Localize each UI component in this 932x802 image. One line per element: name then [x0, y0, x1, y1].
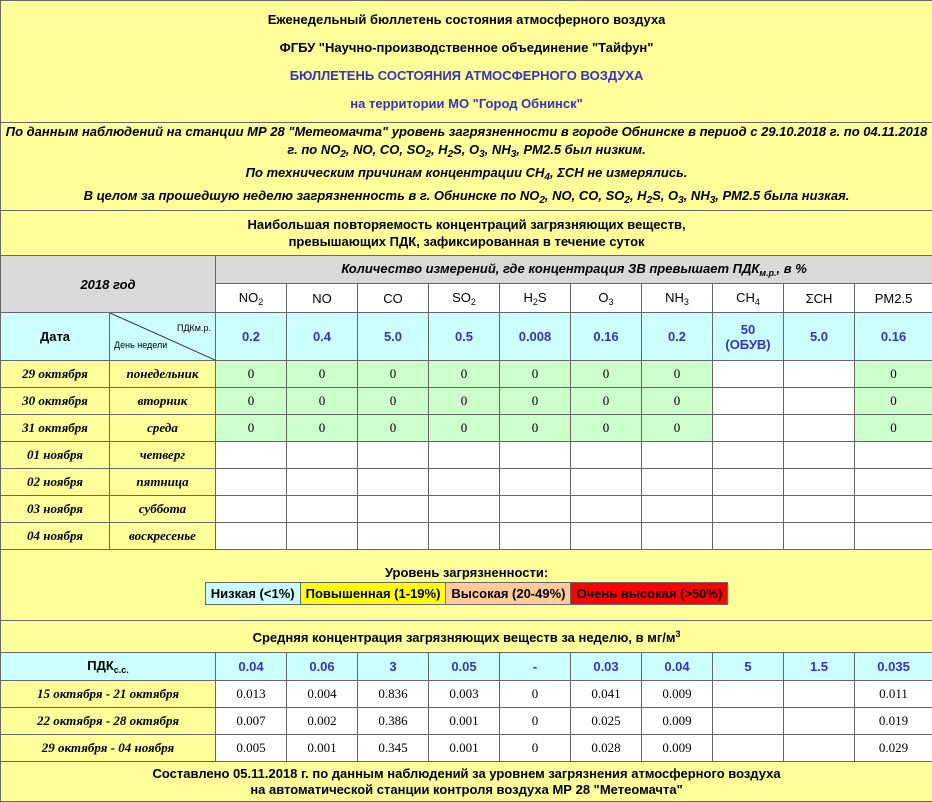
daily-value: [784, 442, 855, 469]
header-territory: на территории МО "Город Обнинск": [1, 90, 932, 118]
summary-text: [1, 123, 932, 211]
weekly-value: 0.029: [855, 735, 932, 762]
daily-value: [784, 415, 855, 442]
pdk-ss-value: 1.5: [784, 653, 855, 681]
daily-value: [500, 496, 571, 523]
pollutant-sub: 4: [755, 297, 760, 307]
weekly-value: 0.003: [429, 681, 500, 708]
pdk-value: 0.16: [571, 313, 642, 361]
daily-value: [358, 442, 429, 469]
pollutant-base: CO: [383, 291, 403, 306]
daily-value: 0: [216, 361, 287, 388]
weekly-section-title: Средняя концентрация загрязняющих веществ за неделю, в $мг/м^3$: [1, 621, 932, 653]
levels-title: Уровень загрязненности:: [1, 565, 932, 580]
diagonal-line: [110, 313, 215, 360]
daily-row: [1, 388, 932, 415]
daily-value: 0: [216, 415, 287, 442]
pollutant-base: NO: [239, 290, 259, 305]
daily-value: [642, 496, 713, 523]
daily-value: 0: [571, 388, 642, 415]
row-date: 29 октября: [1, 361, 110, 388]
pollutant-sub: 2: [533, 297, 538, 307]
weekly-value: 0.002: [287, 708, 358, 735]
daily-value: [287, 442, 358, 469]
weekly-value: 0.011: [855, 681, 932, 708]
footer-line-2: на автоматической станции контроля воздуха МР 28 "Метеомачта": [1, 782, 932, 798]
pollutant-base: SO: [452, 290, 471, 305]
pollutant-sub: 3: [609, 297, 614, 307]
row-weekday: вторник: [110, 388, 216, 415]
weekly-value: [713, 681, 784, 708]
weekly-value: 0.386: [358, 708, 429, 735]
daily-value: [429, 496, 500, 523]
daily-value: [500, 442, 571, 469]
weekly-value: 0.019: [855, 708, 932, 735]
row-period: 29 октября - 04 ноября: [1, 735, 216, 762]
daily-value: [713, 469, 784, 496]
daily-value: 0: [216, 388, 287, 415]
daily-value: [713, 523, 784, 550]
daily-value: 0: [571, 415, 642, 442]
daily-value: 0: [429, 361, 500, 388]
pollutant-base: NO: [312, 291, 332, 306]
weekly-value: [713, 735, 784, 762]
pdk-ss-value: 0.04: [642, 653, 713, 681]
pdk-weekday-header: [110, 313, 216, 361]
pollutant-name: [500, 284, 571, 313]
daily-value: [358, 469, 429, 496]
daily-value: [713, 361, 784, 388]
weekly-value: [784, 681, 855, 708]
daily-value: 0: [855, 388, 932, 415]
daily-value: [216, 523, 287, 550]
weekly-value: 0.004: [287, 681, 358, 708]
pollutant-base: NH: [665, 290, 684, 305]
pdk-ss-value: 3: [358, 653, 429, 681]
daily-section-title: Наибольшая повторяемость концентраций загрязняющих веществ, превышающих ПДК, зафиксированная в течение суток: [1, 211, 932, 256]
daily-value: [429, 442, 500, 469]
row-weekday: воскресенье: [110, 523, 216, 550]
pollutant-sub: 2: [258, 297, 263, 307]
daily-value: [571, 523, 642, 550]
weekly-row: [1, 681, 932, 708]
pollutant-base: PM2.5: [875, 291, 913, 306]
weekly-value: 0: [500, 681, 571, 708]
pdk-ss-value: 0.04: [216, 653, 287, 681]
daily-value: [216, 496, 287, 523]
row-date: 31 октября: [1, 415, 110, 442]
daily-value: [287, 523, 358, 550]
pollutant-tail: S: [538, 290, 547, 305]
row-weekday: среда: [110, 415, 216, 442]
daily-value: 0: [500, 361, 571, 388]
row-weekday: пятница: [110, 469, 216, 496]
daily-value: [216, 469, 287, 496]
pdk-ss-label: $ПДК_{с.с.}$: [1, 653, 216, 681]
daily-value: 0: [642, 361, 713, 388]
summary-paragraph-1: По данным наблюдений на станции МР 28 "Метеомачта" уровень загрязненности в городе Обнинске в период с 29.10.2018 г. по 04.11.2018 г. по $NO_2$, NO, CO, $SO_2$, $H_2S$, $O_3$, $NH_3$, PM2.5 был низким.: [1, 123, 932, 164]
daily-value: 0: [642, 415, 713, 442]
daily-value: [358, 496, 429, 523]
pollutant-name: [713, 284, 784, 313]
daily-value: [500, 469, 571, 496]
daily-value: [287, 469, 358, 496]
daily-value: [855, 496, 932, 523]
pollutant-sub: 3: [684, 297, 689, 307]
daily-value: 0: [642, 388, 713, 415]
row-date: 03 ноября: [1, 496, 110, 523]
pollutant-name: [784, 284, 855, 313]
weekly-value: 0.007: [216, 708, 287, 735]
pdk-ss-value: 0.05: [429, 653, 500, 681]
daily-value: 0: [500, 415, 571, 442]
weekly-value: 0.836: [358, 681, 429, 708]
daily-value: [429, 469, 500, 496]
pollutant-name: [571, 284, 642, 313]
daily-value: [784, 361, 855, 388]
daily-value: [358, 523, 429, 550]
row-date: 01 ноября: [1, 442, 110, 469]
pdk-value: 5.0: [358, 313, 429, 361]
daily-value: [855, 469, 932, 496]
pdk-value: 50 (ОБУВ): [713, 313, 784, 361]
weekly-value: 0.009: [642, 708, 713, 735]
row-period: 22 октября - 28 октября: [1, 708, 216, 735]
pdk-ss-value: 0.03: [571, 653, 642, 681]
weekly-value: 0.028: [571, 735, 642, 762]
row-date: 02 ноября: [1, 469, 110, 496]
daily-value: 0: [429, 388, 500, 415]
daily-value: [642, 523, 713, 550]
pdk-value: 0.16: [855, 313, 932, 361]
pollutant-sub: 2: [471, 297, 476, 307]
row-weekday: четверг: [110, 442, 216, 469]
daily-value: 0: [358, 361, 429, 388]
daily-value: [784, 496, 855, 523]
pollutant-name: [287, 284, 358, 313]
pollutant-base: O: [598, 290, 608, 305]
weekly-value: 0: [500, 735, 571, 762]
footer: [1, 762, 932, 802]
daily-row: [1, 442, 932, 469]
weekly-value: 0.001: [429, 708, 500, 735]
pdk-value: 0.2: [216, 313, 287, 361]
bulletin-header: [1, 1, 932, 123]
pollutant-base: CH: [736, 290, 755, 305]
weekday-label: День недели: [114, 340, 167, 350]
weekly-value: 0.009: [642, 735, 713, 762]
daily-value: [642, 442, 713, 469]
daily-value: 0: [287, 415, 358, 442]
pollutant-base: H: [523, 290, 532, 305]
weekly-value: [713, 708, 784, 735]
count-title: Количество измерений, где концентрация ЗВ превышает $ПДК_{м.р.}$, в %: [216, 256, 932, 284]
pdk-mr-label: ПДКм.р.: [177, 323, 211, 333]
daily-value: [713, 442, 784, 469]
daily-row: [1, 496, 932, 523]
levels-legend: [205, 582, 729, 605]
daily-value: [855, 523, 932, 550]
level-very-high: Очень высокая (>50%): [571, 583, 728, 605]
pdk-value: 0.5: [429, 313, 500, 361]
date-label: Дата: [1, 313, 110, 361]
daily-value: [713, 496, 784, 523]
weekly-value: 0.009: [642, 681, 713, 708]
daily-value: 0: [287, 388, 358, 415]
daily-value: [216, 442, 287, 469]
daily-row: [1, 469, 932, 496]
weekly-value: 0.001: [287, 735, 358, 762]
pdk-ss-value: 5: [713, 653, 784, 681]
daily-value: [571, 442, 642, 469]
pollutant-name: [358, 284, 429, 313]
row-date: 04 ноября: [1, 523, 110, 550]
daily-row: [1, 361, 932, 388]
weekly-value: 0.013: [216, 681, 287, 708]
daily-value: [713, 415, 784, 442]
header-title: БЮЛЛЕТЕНЬ СОСТОЯНИЯ АТМОСФЕРНОГО ВОЗДУХА: [1, 62, 932, 90]
daily-value: 0: [358, 388, 429, 415]
daily-value: [287, 496, 358, 523]
daily-value: [784, 523, 855, 550]
pollutant-name: [855, 284, 932, 313]
pdk-ss-value: 0.035: [855, 653, 932, 681]
weekly-value: 0.345: [358, 735, 429, 762]
daily-value: [571, 469, 642, 496]
weekly-value: 0.001: [429, 735, 500, 762]
pollutant-base: ΣCH: [806, 291, 833, 306]
daily-value: 0: [855, 361, 932, 388]
weekly-row: [1, 735, 932, 762]
weekly-value: [784, 708, 855, 735]
daily-value: [784, 469, 855, 496]
daily-value: [713, 388, 784, 415]
pdk-row: [1, 313, 932, 361]
header-line-1: Еженедельный бюллетень состояния атмосферного воздуха: [1, 6, 932, 34]
weekly-value: 0.041: [571, 681, 642, 708]
pollutant-name: [429, 284, 500, 313]
daily-value: [500, 523, 571, 550]
weekly-row: [1, 708, 932, 735]
pdk-value: 5.0: [784, 313, 855, 361]
level-increased: Повышенная (1-19%): [300, 583, 446, 605]
weekly-pdk-row: [1, 653, 932, 681]
daily-row: [1, 415, 932, 442]
daily-value: 0: [855, 415, 932, 442]
daily-value: 0: [500, 388, 571, 415]
pdk-ss-value: -: [500, 653, 571, 681]
daily-value: [855, 442, 932, 469]
daily-value: 0: [287, 361, 358, 388]
daily-value: [571, 496, 642, 523]
row-weekday: суббота: [110, 496, 216, 523]
year-label: 2018 год: [1, 256, 216, 313]
daily-value: 0: [358, 415, 429, 442]
pdk-value: 0.008: [500, 313, 571, 361]
footer-line-1: Составлено 05.11.2018 г. по данным наблюдений за уровнем загрязнения атмосферного воздуха: [1, 766, 932, 782]
pollutant-name: [216, 284, 287, 313]
row-period: 15 октября - 21 октября: [1, 681, 216, 708]
level-low: Низкая (<1%): [205, 583, 300, 605]
summary-paragraph-2: По техническим причинам концентрации $CH_4$, ΣCH не измерялись.: [1, 164, 932, 187]
weekly-value: 0: [500, 708, 571, 735]
daily-value: [784, 388, 855, 415]
daily-row: [1, 523, 932, 550]
daily-value: [642, 469, 713, 496]
daily-value: [429, 523, 500, 550]
daily-value: 0: [429, 415, 500, 442]
daily-value: 0: [571, 361, 642, 388]
pdk-value: 0.2: [642, 313, 713, 361]
weekly-value: 0.005: [216, 735, 287, 762]
header-line-2: ФГБУ "Научно-производственное объединение "Тайфун": [1, 34, 932, 62]
summary-paragraph-3: В целом за прошедшую неделю загрязненность в г. Обнинске по $NO_2$, NO, CO, $SO_2$, $H_2S$, $O_3$, $NH_3$, PM2.5 была низкая.: [1, 187, 932, 210]
pdk-value: 0.4: [287, 313, 358, 361]
levels-section: [1, 550, 932, 621]
row-date: 30 октября: [1, 388, 110, 415]
level-high: Высокая (20-49%): [446, 583, 571, 605]
pdk-ss-value: 0.06: [287, 653, 358, 681]
pollutant-name: [642, 284, 713, 313]
weekly-value: 0.025: [571, 708, 642, 735]
row-weekday: понедельник: [110, 361, 216, 388]
weekly-value: [784, 735, 855, 762]
